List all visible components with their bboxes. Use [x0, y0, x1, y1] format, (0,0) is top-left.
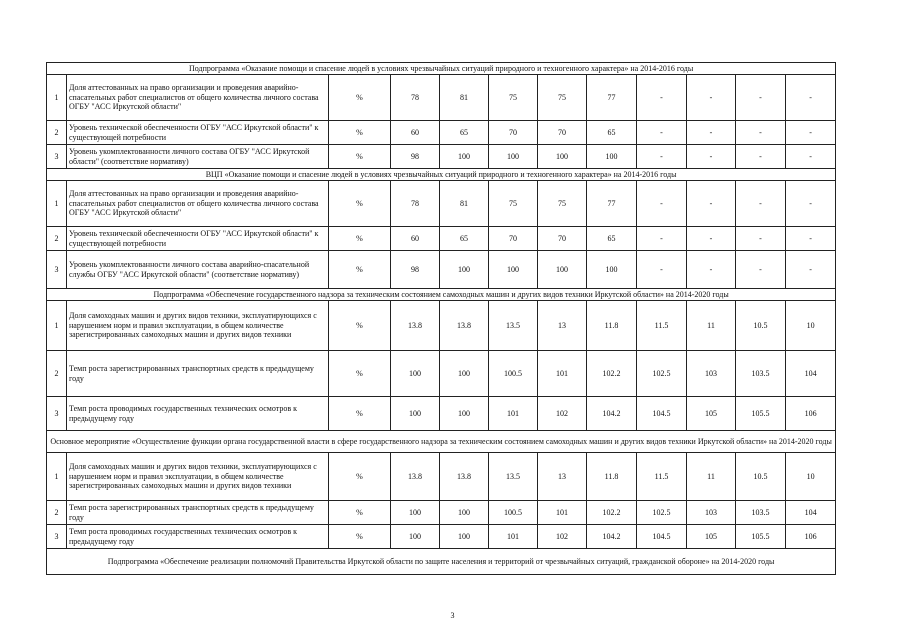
value-cell: 102: [538, 397, 587, 431]
value-cell: 103: [687, 351, 736, 397]
value-cell: 102.2: [587, 501, 637, 525]
value-cell: 10.5: [736, 301, 786, 351]
table-row: [47, 181, 836, 227]
value-cell: 100: [440, 251, 489, 289]
value-cell: 100: [440, 501, 489, 525]
table-body: [47, 63, 836, 575]
unit-cell: %: [329, 251, 391, 289]
row-number: 1: [47, 453, 67, 501]
value-cell: 100: [587, 145, 637, 169]
page-number: 3: [450, 611, 455, 620]
value-cell: 100: [391, 397, 440, 431]
value-cell: 100: [440, 397, 489, 431]
value-cell: 78: [391, 75, 440, 121]
unit-cell: %: [329, 121, 391, 145]
value-cell: 103: [687, 501, 736, 525]
value-cell: 11: [687, 301, 736, 351]
unit-cell: %: [329, 301, 391, 351]
value-cell: 100: [391, 501, 440, 525]
value-cell: 75: [489, 75, 538, 121]
table-row: [47, 251, 836, 289]
value-cell: -: [687, 251, 736, 289]
value-cell: -: [637, 145, 687, 169]
section-header-row: [47, 63, 836, 75]
value-cell: 100: [489, 145, 538, 169]
table-row: [47, 227, 836, 251]
row-number: 1: [47, 75, 67, 121]
table-row: [47, 397, 836, 431]
value-cell: 105.5: [736, 397, 786, 431]
value-cell: 65: [440, 121, 489, 145]
value-cell: 11: [687, 453, 736, 501]
value-cell: 75: [538, 75, 587, 121]
indicator-name: Уровень технической обеспеченности ОГБУ "АСС Иркутской области" к существующей потребности: [67, 121, 329, 145]
value-cell: -: [637, 75, 687, 121]
value-cell: 11.8: [587, 453, 637, 501]
value-cell: -: [736, 121, 786, 145]
table-row: [47, 501, 836, 525]
value-cell: 13.8: [440, 301, 489, 351]
value-cell: -: [736, 145, 786, 169]
unit-cell: %: [329, 145, 391, 169]
unit-cell: %: [329, 501, 391, 525]
value-cell: 106: [786, 397, 836, 431]
value-cell: 60: [391, 227, 440, 251]
value-cell: 75: [538, 181, 587, 227]
value-cell: 102: [538, 525, 587, 549]
table-row: [47, 525, 836, 549]
value-cell: -: [637, 181, 687, 227]
value-cell: 70: [489, 121, 538, 145]
value-cell: 78: [391, 181, 440, 227]
indicator-name: Уровень укомплектованности личного состава ОГБУ "АСС Иркутской области" (соответствие нормативу): [67, 145, 329, 169]
value-cell: 13.5: [489, 301, 538, 351]
value-cell: 11.5: [637, 301, 687, 351]
value-cell: 104: [786, 501, 836, 525]
table-row: [47, 351, 836, 397]
value-cell: 104.5: [637, 525, 687, 549]
value-cell: -: [786, 251, 836, 289]
unit-cell: %: [329, 351, 391, 397]
value-cell: 10: [786, 301, 836, 351]
indicator-name: Уровень укомплектованности личного состава аварийно-спасательной службы ОГБУ "АСС Иркутской области" (соответствие нормативу): [67, 251, 329, 289]
value-cell: 100: [587, 251, 637, 289]
section-header-row: [47, 289, 836, 301]
value-cell: 104.2: [587, 397, 637, 431]
value-cell: 77: [587, 181, 637, 227]
unit-cell: %: [329, 453, 391, 501]
value-cell: 101: [489, 397, 538, 431]
row-number: 1: [47, 181, 67, 227]
value-cell: 102.2: [587, 351, 637, 397]
value-cell: 11.5: [637, 453, 687, 501]
table-row: [47, 145, 836, 169]
value-cell: -: [786, 181, 836, 227]
value-cell: 13.8: [391, 453, 440, 501]
indicator-name: Доля самоходных машин и других видов техники, эксплуатирующихся с нарушением норм и правил эксплуатации, в общем количестве зарегистрированных самоходных машин и других видов техники: [67, 301, 329, 351]
value-cell: 100.5: [489, 351, 538, 397]
row-number: 1: [47, 301, 67, 351]
value-cell: 100: [440, 351, 489, 397]
value-cell: 98: [391, 251, 440, 289]
indicators-table: [46, 62, 836, 575]
value-cell: 104: [786, 351, 836, 397]
value-cell: 102.5: [637, 501, 687, 525]
unit-cell: %: [329, 75, 391, 121]
section-title: Подпрограмма «Обеспечение государственного надзора за техническим состоянием самоходных машин и других видов техники Иркутской области» на 2014-2020 годы: [47, 289, 836, 301]
value-cell: -: [687, 181, 736, 227]
value-cell: 13.5: [489, 453, 538, 501]
unit-cell: %: [329, 227, 391, 251]
section-header-row: [47, 169, 836, 181]
value-cell: 75: [489, 181, 538, 227]
value-cell: 100: [391, 351, 440, 397]
value-cell: 11.8: [587, 301, 637, 351]
value-cell: 81: [440, 181, 489, 227]
value-cell: 13: [538, 453, 587, 501]
value-cell: -: [687, 145, 736, 169]
value-cell: 81: [440, 75, 489, 121]
value-cell: 70: [489, 227, 538, 251]
value-cell: 65: [587, 121, 637, 145]
value-cell: 100: [489, 251, 538, 289]
unit-cell: %: [329, 525, 391, 549]
value-cell: -: [786, 145, 836, 169]
section-title: Подпрограмма «Обеспечение реализации полномочий Правительства Иркутской области по защите населения и территорий от чрезвычайных ситуаций, гражданской обороне» на 2014-2020 годы: [47, 549, 836, 575]
value-cell: 102.5: [637, 351, 687, 397]
indicator-name: Доля аттестованных на право организации и проведения аварийно-спасательных работ специалистов от общего количества личного состава ОГБУ "АСС Иркутской области": [67, 75, 329, 121]
value-cell: 13: [538, 301, 587, 351]
document-page: [46, 62, 835, 575]
value-cell: 101: [489, 525, 538, 549]
value-cell: 100: [440, 525, 489, 549]
value-cell: -: [687, 227, 736, 251]
indicator-name: Темп роста зарегистрированных транспортных средств к предыдущему году: [67, 501, 329, 525]
value-cell: 104.2: [587, 525, 637, 549]
section-header-row: [47, 549, 836, 575]
value-cell: 98: [391, 145, 440, 169]
value-cell: -: [736, 75, 786, 121]
value-cell: 70: [538, 121, 587, 145]
indicator-name: Доля аттестованных на право организации и проведения аварийно-спасательных работ специалистов от общего количества личного состава ОГБУ "АСС Иркутской области": [67, 181, 329, 227]
row-number: 3: [47, 397, 67, 431]
value-cell: 65: [587, 227, 637, 251]
row-number: 3: [47, 525, 67, 549]
value-cell: 105: [687, 525, 736, 549]
value-cell: -: [637, 121, 687, 145]
row-number: 3: [47, 251, 67, 289]
section-title: ВЦП «Оказание помощи и спасение людей в условиях чрезвычайных ситуаций природного и техногенного характера» на 2014-2016 годы: [47, 169, 836, 181]
table-row: [47, 75, 836, 121]
row-number: 3: [47, 145, 67, 169]
value-cell: -: [786, 227, 836, 251]
table-row: [47, 301, 836, 351]
indicator-name: Темп роста зарегистрированных транспортных средств к предыдущему году: [67, 351, 329, 397]
value-cell: -: [786, 121, 836, 145]
table-row: [47, 121, 836, 145]
value-cell: -: [637, 251, 687, 289]
unit-cell: %: [329, 397, 391, 431]
indicator-name: Темп роста проводимых государственных технических осмотров к предыдущему году: [67, 397, 329, 431]
value-cell: -: [736, 181, 786, 227]
table-row: [47, 453, 836, 501]
value-cell: 103.5: [736, 501, 786, 525]
section-title: Основное мероприятие «Осуществление функции органа государственной власти в сфере государственного надзора за техническим состоянием самоходных машин и других видов техники Иркутской области» на 2014-2020 годы: [47, 431, 836, 453]
value-cell: -: [687, 75, 736, 121]
value-cell: 103.5: [736, 351, 786, 397]
value-cell: 100: [391, 525, 440, 549]
value-cell: -: [736, 251, 786, 289]
value-cell: 101: [538, 351, 587, 397]
row-number: 2: [47, 501, 67, 525]
value-cell: -: [687, 121, 736, 145]
value-cell: 10.5: [736, 453, 786, 501]
section-header-row: [47, 431, 836, 453]
value-cell: 101: [538, 501, 587, 525]
value-cell: 13.8: [391, 301, 440, 351]
value-cell: -: [786, 75, 836, 121]
row-number: 2: [47, 121, 67, 145]
value-cell: 13.8: [440, 453, 489, 501]
unit-cell: %: [329, 181, 391, 227]
value-cell: 60: [391, 121, 440, 145]
section-title: Подпрограмма «Оказание помощи и спасение людей в условиях чрезвычайных ситуаций природного и техногенного характера» на 2014-2016 годы: [47, 63, 836, 75]
value-cell: 70: [538, 227, 587, 251]
row-number: 2: [47, 227, 67, 251]
value-cell: 104.5: [637, 397, 687, 431]
indicator-name: Доля самоходных машин и других видов техники, эксплуатирующихся с нарушением норм и правил эксплуатации, в общем количестве зарегистрированных самоходных машин и других видов техники: [67, 453, 329, 501]
value-cell: 100: [538, 251, 587, 289]
value-cell: 77: [587, 75, 637, 121]
value-cell: 105: [687, 397, 736, 431]
value-cell: 106: [786, 525, 836, 549]
indicator-name: Уровень технической обеспеченности ОГБУ "АСС Иркутской области" к существующей потребности: [67, 227, 329, 251]
value-cell: -: [637, 227, 687, 251]
value-cell: -: [736, 227, 786, 251]
value-cell: 100.5: [489, 501, 538, 525]
value-cell: 10: [786, 453, 836, 501]
value-cell: 100: [538, 145, 587, 169]
row-number: 2: [47, 351, 67, 397]
value-cell: 100: [440, 145, 489, 169]
value-cell: 65: [440, 227, 489, 251]
indicator-name: Темп роста проводимых государственных технических осмотров к предыдущему году: [67, 525, 329, 549]
value-cell: 105.5: [736, 525, 786, 549]
